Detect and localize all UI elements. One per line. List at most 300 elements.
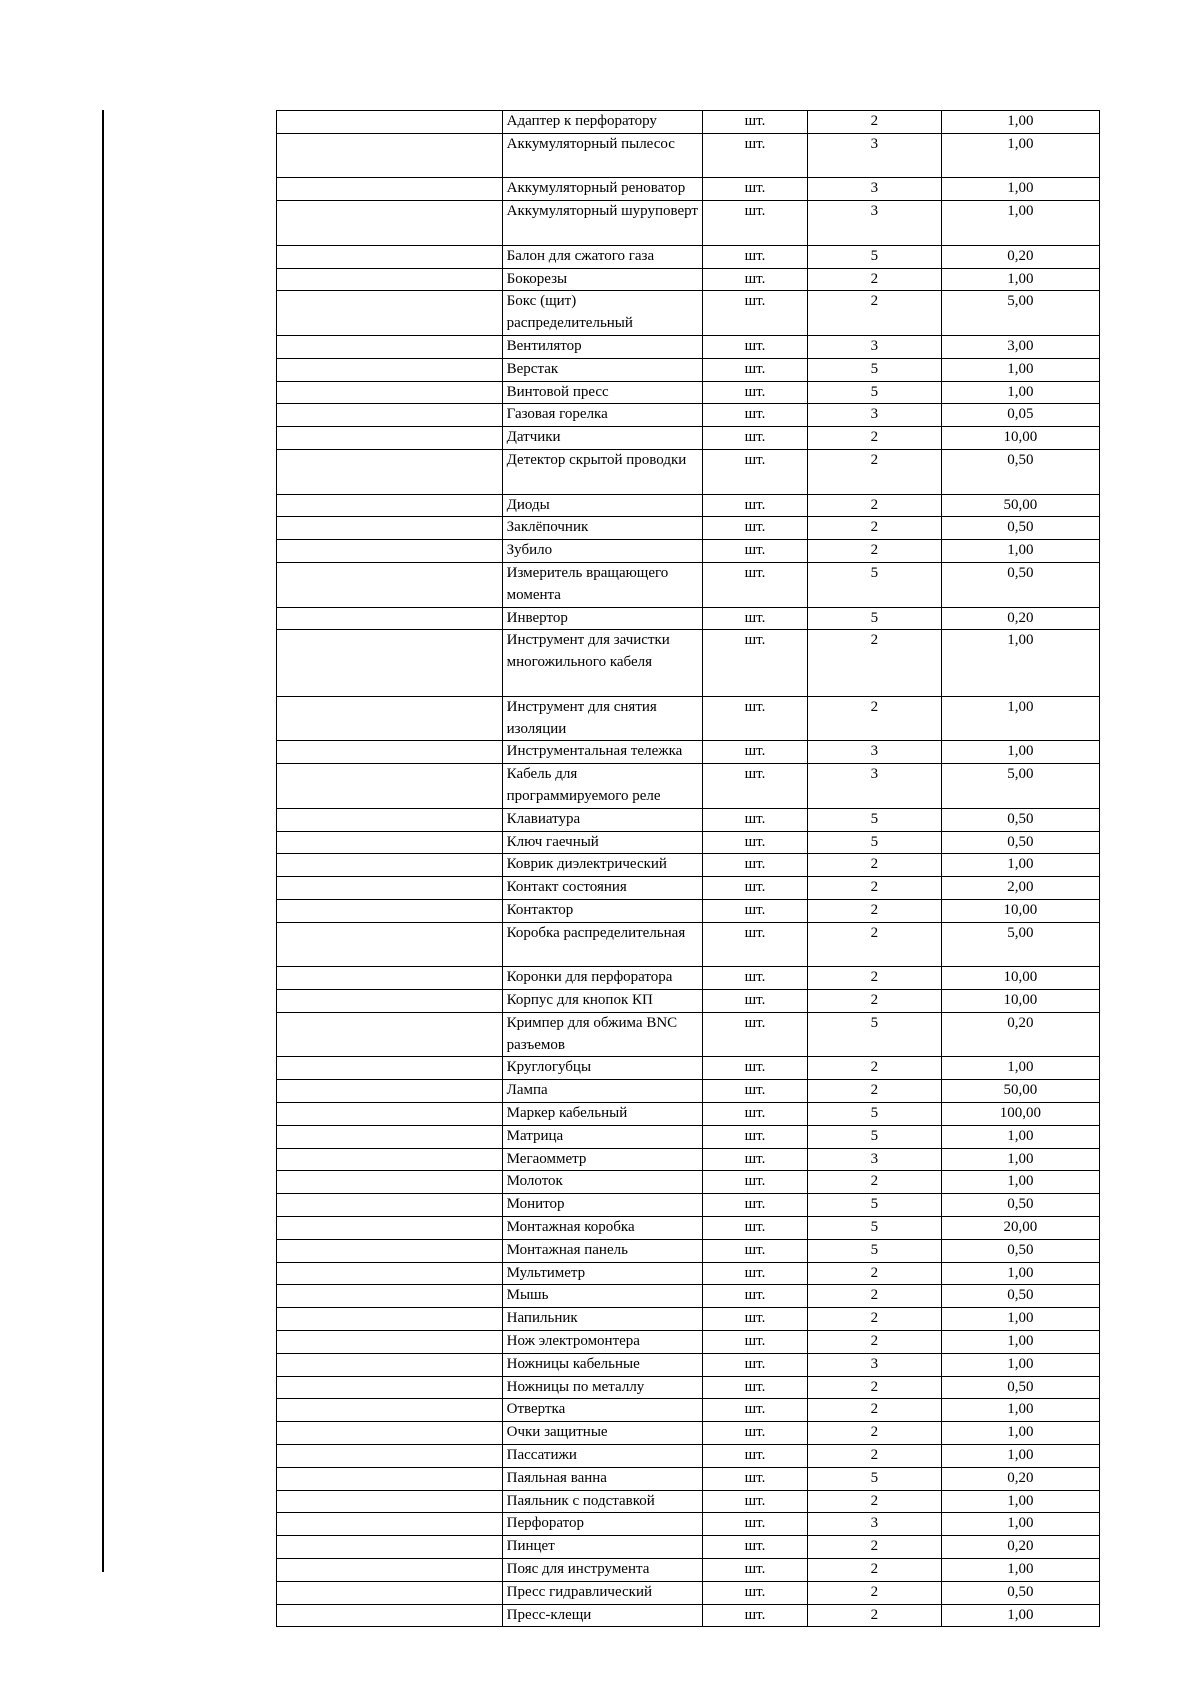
table-row [277, 967, 1100, 990]
blank-cell [277, 1285, 503, 1308]
blank-cell [277, 133, 503, 178]
item-name-cell: Кримпер для обжима BNC разъемов [502, 1012, 702, 1057]
quantity-cell: 5 [807, 1125, 941, 1148]
unit-cell: шт. [703, 808, 808, 831]
quantity-cell: 3 [807, 335, 941, 358]
unit-cell: шт. [703, 111, 808, 134]
quantity-cell: 2 [807, 1080, 941, 1103]
unit-cell: шт. [703, 335, 808, 358]
item-name-cell: Пресс гидравлический [502, 1581, 702, 1604]
table-row [277, 1581, 1100, 1604]
table-row [277, 1239, 1100, 1262]
unit-cell: шт. [703, 1536, 808, 1559]
table-row [277, 381, 1100, 404]
unit-cell: шт. [703, 1308, 808, 1331]
blank-cell [277, 741, 503, 764]
value-cell: 1,00 [941, 1422, 1099, 1445]
blank-cell [277, 1080, 503, 1103]
blank-cell [277, 1376, 503, 1399]
table-row [277, 1262, 1100, 1285]
unit-cell: шт. [703, 967, 808, 990]
unit-cell: шт. [703, 1399, 808, 1422]
blank-cell [277, 1604, 503, 1627]
table-row [277, 1513, 1100, 1536]
blank-cell [277, 201, 503, 246]
item-name-cell: Мышь [502, 1285, 702, 1308]
quantity-cell: 2 [807, 922, 941, 967]
table-row [277, 517, 1100, 540]
value-cell: 1,00 [941, 1353, 1099, 1376]
quantity-cell: 2 [807, 1581, 941, 1604]
unit-cell: шт. [703, 1194, 808, 1217]
item-name-cell: Клавиатура [502, 808, 702, 831]
item-name-cell: Балон для сжатого газа [502, 245, 702, 268]
blank-cell [277, 1125, 503, 1148]
table-row [277, 831, 1100, 854]
unit-cell: шт. [703, 854, 808, 877]
value-cell: 0,50 [941, 517, 1099, 540]
quantity-cell: 2 [807, 1490, 941, 1513]
quantity-cell: 3 [807, 1513, 941, 1536]
quantity-cell: 3 [807, 201, 941, 246]
blank-cell [277, 517, 503, 540]
table-row [277, 808, 1100, 831]
item-name-cell: Монтажная панель [502, 1239, 702, 1262]
quantity-cell: 2 [807, 854, 941, 877]
item-name-cell: Верстак [502, 358, 702, 381]
item-name-cell: Контакт состояния [502, 877, 702, 900]
unit-cell: шт. [703, 358, 808, 381]
quantity-cell: 2 [807, 427, 941, 450]
value-cell: 10,00 [941, 899, 1099, 922]
unit-cell: шт. [703, 178, 808, 201]
quantity-cell: 2 [807, 111, 941, 134]
blank-cell [277, 1262, 503, 1285]
item-name-cell: Аккумуляторный пылесос [502, 133, 702, 178]
value-cell: 100,00 [941, 1103, 1099, 1126]
table-row [277, 1490, 1100, 1513]
unit-cell: шт. [703, 1012, 808, 1057]
quantity-cell: 2 [807, 1559, 941, 1582]
item-name-cell: Монитор [502, 1194, 702, 1217]
unit-cell: шт. [703, 1239, 808, 1262]
value-cell: 5,00 [941, 764, 1099, 809]
blank-cell [277, 245, 503, 268]
unit-cell: шт. [703, 562, 808, 607]
blank-cell [277, 1399, 503, 1422]
blank-cell [277, 449, 503, 494]
quantity-cell: 5 [807, 808, 941, 831]
table-row [277, 1194, 1100, 1217]
item-name-cell: Очки защитные [502, 1422, 702, 1445]
value-cell: 1,00 [941, 630, 1099, 696]
blank-cell [277, 1559, 503, 1582]
value-cell: 20,00 [941, 1217, 1099, 1240]
quantity-cell: 5 [807, 1103, 941, 1126]
equipment-table-body [277, 111, 1100, 1627]
unit-cell: шт. [703, 1490, 808, 1513]
quantity-cell: 2 [807, 1057, 941, 1080]
blank-cell [277, 1148, 503, 1171]
item-name-cell: Молоток [502, 1171, 702, 1194]
unit-cell: шт. [703, 607, 808, 630]
quantity-cell: 2 [807, 1171, 941, 1194]
unit-cell: шт. [703, 1513, 808, 1536]
item-name-cell: Нож электромонтера [502, 1331, 702, 1354]
quantity-cell: 5 [807, 562, 941, 607]
unit-cell: шт. [703, 540, 808, 563]
table-row [277, 494, 1100, 517]
unit-cell: шт. [703, 245, 808, 268]
value-cell: 1,00 [941, 1148, 1099, 1171]
blank-cell [277, 696, 503, 741]
value-cell: 50,00 [941, 494, 1099, 517]
quantity-cell: 2 [807, 1422, 941, 1445]
table-row [277, 358, 1100, 381]
unit-cell: шт. [703, 133, 808, 178]
quantity-cell: 2 [807, 1399, 941, 1422]
quantity-cell: 2 [807, 1445, 941, 1468]
value-cell: 1,00 [941, 741, 1099, 764]
unit-cell: шт. [703, 741, 808, 764]
table-row [277, 1057, 1100, 1080]
blank-cell [277, 1467, 503, 1490]
unit-cell: шт. [703, 1331, 808, 1354]
unit-cell: шт. [703, 404, 808, 427]
item-name-cell: Паяльник с подставкой [502, 1490, 702, 1513]
table-row [277, 1217, 1100, 1240]
blank-cell [277, 1103, 503, 1126]
unit-cell: шт. [703, 1285, 808, 1308]
value-cell: 1,00 [941, 1125, 1099, 1148]
unit-cell: шт. [703, 696, 808, 741]
unit-cell: шт. [703, 1559, 808, 1582]
table-row [277, 899, 1100, 922]
value-cell: 1,00 [941, 358, 1099, 381]
table-row [277, 404, 1100, 427]
unit-cell: шт. [703, 1217, 808, 1240]
unit-cell: шт. [703, 1148, 808, 1171]
value-cell: 0,05 [941, 404, 1099, 427]
item-name-cell: Паяльная ванна [502, 1467, 702, 1490]
value-cell: 1,00 [941, 1308, 1099, 1331]
item-name-cell: Мегаомметр [502, 1148, 702, 1171]
blank-cell [277, 1331, 503, 1354]
item-name-cell: Адаптер к перфоратору [502, 111, 702, 134]
item-name-cell: Коробка распределительная [502, 922, 702, 967]
item-name-cell: Мультиметр [502, 1262, 702, 1285]
blank-cell [277, 178, 503, 201]
blank-cell [277, 1217, 503, 1240]
table-row [277, 1308, 1100, 1331]
table-row [277, 1331, 1100, 1354]
item-name-cell: Газовая горелка [502, 404, 702, 427]
item-name-cell: Измеритель вращающего момента [502, 562, 702, 607]
value-cell: 50,00 [941, 1080, 1099, 1103]
item-name-cell: Бокс (щит) распределительный [502, 291, 702, 336]
blank-cell [277, 1239, 503, 1262]
blank-cell [277, 607, 503, 630]
blank-cell [277, 540, 503, 563]
value-cell: 3,00 [941, 335, 1099, 358]
item-name-cell: Пинцет [502, 1536, 702, 1559]
value-cell: 5,00 [941, 291, 1099, 336]
item-name-cell: Инвертор [502, 607, 702, 630]
value-cell: 1,00 [941, 1171, 1099, 1194]
quantity-cell: 2 [807, 967, 941, 990]
blank-cell [277, 877, 503, 900]
value-cell: 1,00 [941, 1262, 1099, 1285]
quantity-cell: 3 [807, 741, 941, 764]
item-name-cell: Лампа [502, 1080, 702, 1103]
table-row [277, 922, 1100, 967]
table-row [277, 1285, 1100, 1308]
table-row [277, 562, 1100, 607]
item-name-cell: Напильник [502, 1308, 702, 1331]
blank-cell [277, 1171, 503, 1194]
unit-cell: шт. [703, 1422, 808, 1445]
page-margin-line [102, 110, 104, 1572]
unit-cell: шт. [703, 764, 808, 809]
item-name-cell: Инструмент для зачистки многожильного кабеля [502, 630, 702, 696]
quantity-cell: 2 [807, 1285, 941, 1308]
table-row [277, 1148, 1100, 1171]
blank-cell [277, 358, 503, 381]
item-name-cell: Кабель для программируемого реле [502, 764, 702, 809]
quantity-cell: 2 [807, 1308, 941, 1331]
unit-cell: шт. [703, 268, 808, 291]
value-cell: 10,00 [941, 990, 1099, 1013]
unit-cell: шт. [703, 1376, 808, 1399]
value-cell: 0,20 [941, 1536, 1099, 1559]
table-row [277, 133, 1100, 178]
unit-cell: шт. [703, 1171, 808, 1194]
quantity-cell: 2 [807, 291, 941, 336]
item-name-cell: Пояс для инструмента [502, 1559, 702, 1582]
value-cell: 0,50 [941, 562, 1099, 607]
quantity-cell: 2 [807, 540, 941, 563]
unit-cell: шт. [703, 1057, 808, 1080]
blank-cell [277, 1513, 503, 1536]
unit-cell: шт. [703, 427, 808, 450]
item-name-cell: Контактор [502, 899, 702, 922]
value-cell: 1,00 [941, 1331, 1099, 1354]
unit-cell: шт. [703, 1604, 808, 1627]
equipment-table [276, 110, 1100, 1627]
quantity-cell: 5 [807, 358, 941, 381]
value-cell: 1,00 [941, 1559, 1099, 1582]
item-name-cell: Инструментальная тележка [502, 741, 702, 764]
table-row [277, 1080, 1100, 1103]
quantity-cell: 5 [807, 831, 941, 854]
value-cell: 0,50 [941, 1581, 1099, 1604]
item-name-cell: Аккумуляторный реноватор [502, 178, 702, 201]
value-cell: 0,50 [941, 1239, 1099, 1262]
value-cell: 10,00 [941, 427, 1099, 450]
item-name-cell: Круглогубцы [502, 1057, 702, 1080]
item-name-cell: Отвертка [502, 1399, 702, 1422]
item-name-cell: Ножницы кабельные [502, 1353, 702, 1376]
table-row [277, 630, 1100, 696]
quantity-cell: 2 [807, 1376, 941, 1399]
value-cell: 1,00 [941, 540, 1099, 563]
blank-cell [277, 808, 503, 831]
table-row [277, 111, 1100, 134]
quantity-cell: 2 [807, 517, 941, 540]
item-name-cell: Вентилятор [502, 335, 702, 358]
unit-cell: шт. [703, 1467, 808, 1490]
quantity-cell: 5 [807, 1239, 941, 1262]
table-row [277, 696, 1100, 741]
quantity-cell: 3 [807, 178, 941, 201]
table-row [277, 1353, 1100, 1376]
table-row [277, 854, 1100, 877]
value-cell: 1,00 [941, 696, 1099, 741]
quantity-cell: 3 [807, 404, 941, 427]
blank-cell [277, 831, 503, 854]
table-row [277, 1103, 1100, 1126]
blank-cell [277, 854, 503, 877]
item-name-cell: Пресс-клещи [502, 1604, 702, 1627]
value-cell: 0,20 [941, 1467, 1099, 1490]
quantity-cell: 2 [807, 449, 941, 494]
unit-cell: шт. [703, 381, 808, 404]
quantity-cell: 3 [807, 1148, 941, 1171]
value-cell: 1,00 [941, 381, 1099, 404]
blank-cell [277, 268, 503, 291]
item-name-cell: Детектор скрытой проводки [502, 449, 702, 494]
value-cell: 10,00 [941, 967, 1099, 990]
value-cell: 2,00 [941, 877, 1099, 900]
value-cell: 0,20 [941, 1012, 1099, 1057]
table-row [277, 1422, 1100, 1445]
unit-cell: шт. [703, 877, 808, 900]
table-row [277, 427, 1100, 450]
value-cell: 1,00 [941, 1057, 1099, 1080]
quantity-cell: 2 [807, 990, 941, 1013]
quantity-cell: 2 [807, 268, 941, 291]
item-name-cell: Заклёпочник [502, 517, 702, 540]
blank-cell [277, 630, 503, 696]
item-name-cell: Ножницы по металлу [502, 1376, 702, 1399]
table-row [277, 245, 1100, 268]
quantity-cell: 5 [807, 381, 941, 404]
value-cell: 0,50 [941, 831, 1099, 854]
blank-cell [277, 111, 503, 134]
quantity-cell: 2 [807, 630, 941, 696]
value-cell: 0,50 [941, 449, 1099, 494]
table-row [277, 1604, 1100, 1627]
table-row [277, 268, 1100, 291]
value-cell: 0,20 [941, 245, 1099, 268]
blank-cell [277, 764, 503, 809]
table-row [277, 607, 1100, 630]
value-cell: 0,50 [941, 1194, 1099, 1217]
value-cell: 1,00 [941, 178, 1099, 201]
value-cell: 1,00 [941, 1445, 1099, 1468]
unit-cell: шт. [703, 1445, 808, 1468]
unit-cell: шт. [703, 1080, 808, 1103]
item-name-cell: Матрица [502, 1125, 702, 1148]
value-cell: 1,00 [941, 111, 1099, 134]
blank-cell [277, 1308, 503, 1331]
value-cell: 0,50 [941, 1376, 1099, 1399]
unit-cell: шт. [703, 449, 808, 494]
unit-cell: шт. [703, 494, 808, 517]
table-row [277, 1399, 1100, 1422]
value-cell: 1,00 [941, 1490, 1099, 1513]
quantity-cell: 2 [807, 899, 941, 922]
blank-cell [277, 967, 503, 990]
item-name-cell: Датчики [502, 427, 702, 450]
blank-cell [277, 990, 503, 1013]
quantity-cell: 2 [807, 877, 941, 900]
value-cell: 1,00 [941, 1604, 1099, 1627]
quantity-cell: 2 [807, 1331, 941, 1354]
quantity-cell: 5 [807, 1194, 941, 1217]
quantity-cell: 2 [807, 1262, 941, 1285]
blank-cell [277, 1057, 503, 1080]
table-row [277, 335, 1100, 358]
blank-cell [277, 899, 503, 922]
quantity-cell: 3 [807, 133, 941, 178]
item-name-cell: Зубило [502, 540, 702, 563]
quantity-cell: 2 [807, 1604, 941, 1627]
value-cell: 1,00 [941, 1513, 1099, 1536]
item-name-cell: Маркер кабельный [502, 1103, 702, 1126]
value-cell: 1,00 [941, 1399, 1099, 1422]
item-name-cell: Диоды [502, 494, 702, 517]
quantity-cell: 2 [807, 696, 941, 741]
value-cell: 5,00 [941, 922, 1099, 967]
unit-cell: шт. [703, 990, 808, 1013]
table-row [277, 178, 1100, 201]
table-row [277, 1012, 1100, 1057]
table-row [277, 449, 1100, 494]
table-row [277, 877, 1100, 900]
blank-cell [277, 1353, 503, 1376]
table-row [277, 1467, 1100, 1490]
quantity-cell: 5 [807, 1467, 941, 1490]
value-cell: 1,00 [941, 201, 1099, 246]
value-cell: 1,00 [941, 268, 1099, 291]
value-cell: 1,00 [941, 133, 1099, 178]
table-row [277, 1536, 1100, 1559]
item-name-cell: Корпус для кнопок КП [502, 990, 702, 1013]
table-row [277, 201, 1100, 246]
blank-cell [277, 1445, 503, 1468]
table-row [277, 990, 1100, 1013]
value-cell: 0,20 [941, 607, 1099, 630]
blank-cell [277, 427, 503, 450]
blank-cell [277, 1490, 503, 1513]
blank-cell [277, 291, 503, 336]
unit-cell: шт. [703, 1103, 808, 1126]
value-cell: 0,50 [941, 808, 1099, 831]
item-name-cell: Аккумуляторный шуруповерт [502, 201, 702, 246]
blank-cell [277, 562, 503, 607]
quantity-cell: 5 [807, 245, 941, 268]
blank-cell [277, 335, 503, 358]
unit-cell: шт. [703, 1125, 808, 1148]
table-row [277, 1559, 1100, 1582]
unit-cell: шт. [703, 517, 808, 540]
item-name-cell: Винтовой пресс [502, 381, 702, 404]
blank-cell [277, 1012, 503, 1057]
unit-cell: шт. [703, 1262, 808, 1285]
quantity-cell: 5 [807, 607, 941, 630]
table-row [277, 1125, 1100, 1148]
